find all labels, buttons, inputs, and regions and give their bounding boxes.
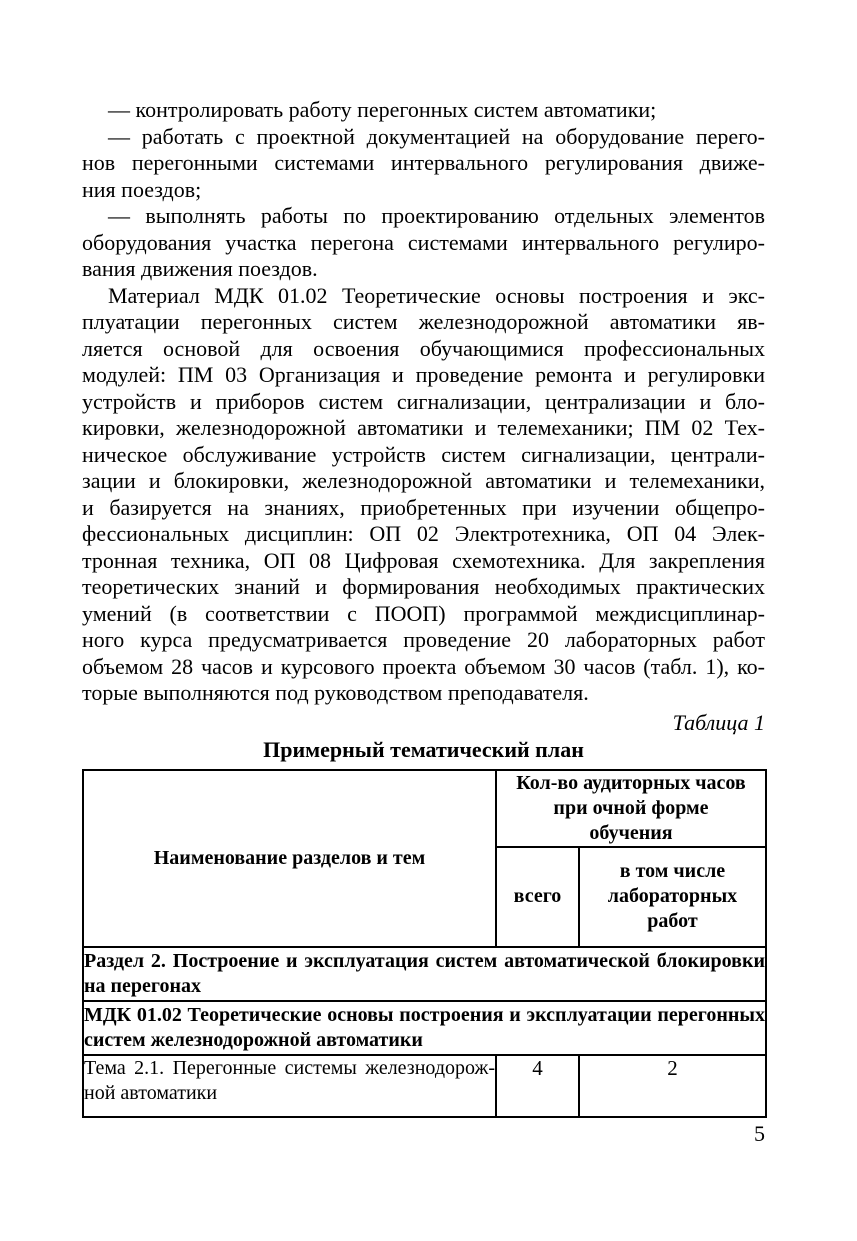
- text-line: — выполнять работы по проектированию отдельных элементов: [108, 203, 765, 228]
- table-header-row-1: [83, 770, 766, 847]
- header-text-line: работ: [647, 910, 698, 932]
- body-text: [82, 97, 765, 707]
- text-line: Материал МДК 01.02 Теоретические основы построения и экс-: [108, 282, 765, 308]
- lab-hours-cell: 2: [579, 1055, 766, 1117]
- text-line: нов перегонными системами интервального регулирования движе-: [82, 150, 765, 175]
- thematic-plan-table: [82, 769, 767, 1118]
- table-body: [83, 947, 766, 1117]
- table-section-row: [83, 947, 766, 1001]
- text-line: кировки, железнодорожной автоматики и телемеханики; ПМ 02 Тех-: [82, 415, 765, 440]
- text-line: теоретических знаний и формирования необходимых практических: [82, 574, 765, 599]
- topic-name-cell: [83, 1055, 496, 1117]
- text-line: плуатации перегонных систем железнодорожной автоматики яв-: [82, 309, 765, 334]
- total-hours-cell: 4: [496, 1055, 579, 1117]
- text-line: зации и блокировки, железнодорожной автоматики и телемеханики,: [82, 468, 765, 493]
- text-line: оборудования участка перегона системами интервального регулиро-: [82, 229, 765, 255]
- header-lab-hours: [579, 847, 766, 947]
- text-line: вания движения поездов.: [82, 256, 318, 281]
- header-text-line: Кол-во аудиторных часов: [516, 771, 746, 794]
- header-section-name: Наименование разделов и тем: [83, 770, 496, 947]
- section-text-line: Раздел 2. Построение и эксплуатация систем автоматической блокировки: [84, 949, 765, 972]
- header-text-line: лабораторных: [607, 885, 738, 907]
- topic-text-line: ной автоматики: [84, 1081, 218, 1104]
- text-line: умений (в соответствии с ПООП) программой междисциплинар-: [82, 600, 765, 626]
- text-line: объемом 28 часов и курсового проекта объемом 30 часов (табл. 1), ко-: [82, 653, 765, 679]
- text-line: фессиональных дисциплин: ОП 02 Электротехника, ОП 04 Элек-: [82, 521, 765, 546]
- header-hours-group: [496, 770, 766, 847]
- text-line: — контролировать работу перегонных систем автоматики;: [108, 97, 657, 122]
- text-line: тронная техника, ОП 08 Цифровая схемотехника. Для закрепления: [82, 547, 765, 573]
- text-line: устройств и приборов систем сигнализации, централизации и бло-: [82, 388, 765, 414]
- topic-text-line: Тема 2.1. Перегонные системы железнодорож-: [84, 1056, 495, 1079]
- section-title-cell: [83, 947, 766, 1001]
- text-line: ния поездов;: [82, 176, 202, 202]
- section-title-cell: [83, 1001, 766, 1055]
- text-line: и базируется на знаниях, приобретенных при изучении общепро-: [82, 494, 765, 520]
- text-line: модулей: ПМ 03 Организация и проведение ремонта и регулировки: [82, 362, 765, 387]
- table-section-row: [83, 1001, 766, 1055]
- header-text-line: в том числе: [619, 860, 726, 882]
- header-text-line: при очной форме: [553, 796, 709, 819]
- text-line: ного курса предусматривается проведение 20 лабораторных работ: [82, 627, 765, 652]
- section-text-line: на перегонах: [84, 974, 202, 997]
- text-line: ляется основой для освоения обучающимися профессиональных: [82, 335, 765, 361]
- text-line: ническое обслуживание устройств систем сигнализации, централи-: [82, 441, 765, 467]
- section-text-line: систем железнодорожной автоматики: [84, 1028, 423, 1051]
- text-line: — работать с проектной документацией на оборудование перего-: [108, 123, 765, 149]
- table-caption: Таблица 1: [672, 709, 765, 735]
- section-text-line: МДК 01.02 Теоретические основы построения и эксплуатации перегонных: [84, 1003, 765, 1026]
- header-total: всего: [496, 847, 579, 947]
- text-line: торые выполняются под руководством преподавателя.: [82, 680, 589, 705]
- table-title: Примерный тематический план: [263, 736, 584, 762]
- page-content: [82, 97, 765, 1118]
- header-text-line: обучения: [589, 821, 673, 844]
- page-number: 5: [754, 1121, 765, 1146]
- table-data-row: [83, 1055, 766, 1117]
